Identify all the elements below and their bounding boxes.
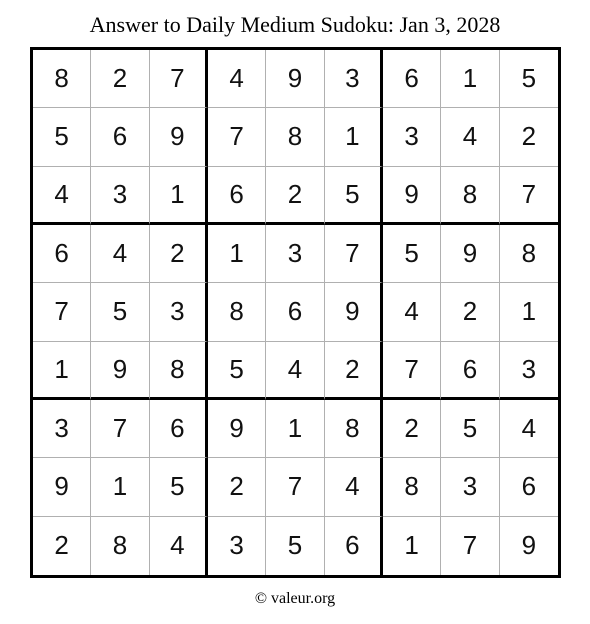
sudoku-board: [30, 47, 561, 578]
sudoku-cell-r1-c4: 4: [208, 50, 266, 108]
sudoku-cell-r8-c9: 6: [500, 458, 558, 516]
sudoku-cell-r1-c9: 5: [500, 50, 558, 108]
sudoku-cell-r9-c6: 6: [325, 517, 383, 575]
sudoku-cell-r5-c5: 6: [266, 283, 324, 341]
sudoku-cell-r9-c8: 7: [441, 517, 499, 575]
sudoku-cell-r1-c6: 3: [325, 50, 383, 108]
sudoku-cell-r4-c7: 5: [383, 225, 441, 283]
sudoku-cell-r5-c4: 8: [208, 283, 266, 341]
sudoku-cell-r6-c3: 8: [150, 342, 208, 400]
footer-credit: © valeur.org: [254, 590, 336, 607]
sudoku-cell-r2-c7: 3: [383, 108, 441, 166]
sudoku-cell-r3-c8: 8: [441, 167, 499, 225]
sudoku-cell-r2-c2: 6: [91, 108, 149, 166]
sudoku-cell-r1-c1: 8: [33, 50, 91, 108]
sudoku-cell-r7-c4: 9: [208, 400, 266, 458]
sudoku-cell-r3-c6: 5: [325, 167, 383, 225]
sudoku-cell-r8-c2: 1: [91, 458, 149, 516]
sudoku-cell-r4-c9: 8: [500, 225, 558, 283]
sudoku-cell-r8-c3: 5: [150, 458, 208, 516]
sudoku-cell-r4-c1: 6: [33, 225, 91, 283]
sudoku-cell-r4-c6: 7: [325, 225, 383, 283]
sudoku-cell-r6-c5: 4: [266, 342, 324, 400]
sudoku-cell-r6-c8: 6: [441, 342, 499, 400]
sudoku-cell-r8-c1: 9: [33, 458, 91, 516]
sudoku-cell-r1-c3: 7: [150, 50, 208, 108]
sudoku-cell-r4-c2: 4: [91, 225, 149, 283]
sudoku-cell-r5-c7: 4: [383, 283, 441, 341]
sudoku-cell-r5-c1: 7: [33, 283, 91, 341]
sudoku-cell-r7-c2: 7: [91, 400, 149, 458]
sudoku-cell-r8-c7: 8: [383, 458, 441, 516]
sudoku-cell-r7-c5: 1: [266, 400, 324, 458]
sudoku-cell-r3-c4: 6: [208, 167, 266, 225]
sudoku-cell-r4-c3: 2: [150, 225, 208, 283]
sudoku-cell-r2-c5: 8: [266, 108, 324, 166]
sudoku-cell-r7-c8: 5: [441, 400, 499, 458]
page-title: Answer to Daily Medium Sudoku: Jan 3, 2028: [89, 12, 501, 37]
sudoku-cell-r3-c3: 1: [150, 167, 208, 225]
sudoku-cell-r2-c1: 5: [33, 108, 91, 166]
sudoku-cell-r6-c1: 1: [33, 342, 91, 400]
sudoku-cell-r3-c7: 9: [383, 167, 441, 225]
sudoku-cell-r2-c9: 2: [500, 108, 558, 166]
sudoku-cell-r9-c5: 5: [266, 517, 324, 575]
sudoku-cell-r5-c9: 1: [500, 283, 558, 341]
sudoku-cell-r9-c4: 3: [208, 517, 266, 575]
sudoku-cell-r1-c2: 2: [91, 50, 149, 108]
sudoku-cell-r7-c1: 3: [33, 400, 91, 458]
sudoku-cell-r8-c8: 3: [441, 458, 499, 516]
sudoku-cell-r6-c4: 5: [208, 342, 266, 400]
sudoku-cell-r2-c8: 4: [441, 108, 499, 166]
sudoku-cell-r6-c7: 7: [383, 342, 441, 400]
sudoku-cell-r9-c3: 4: [150, 517, 208, 575]
sudoku-cell-r4-c8: 9: [441, 225, 499, 283]
sudoku-cell-r6-c9: 3: [500, 342, 558, 400]
sudoku-cell-r2-c3: 9: [150, 108, 208, 166]
sudoku-cell-r8-c5: 7: [266, 458, 324, 516]
sudoku-cell-r3-c1: 4: [33, 167, 91, 225]
sudoku-cell-r5-c6: 9: [325, 283, 383, 341]
sudoku-cell-r6-c6: 2: [325, 342, 383, 400]
sudoku-cell-r3-c9: 7: [500, 167, 558, 225]
sudoku-cell-r1-c8: 1: [441, 50, 499, 108]
sudoku-cell-r9-c2: 8: [91, 517, 149, 575]
sudoku-cell-r4-c4: 1: [208, 225, 266, 283]
sudoku-cell-r2-c4: 7: [208, 108, 266, 166]
sudoku-cell-r5-c8: 2: [441, 283, 499, 341]
sudoku-cell-r9-c9: 9: [521, 530, 537, 561]
sudoku-cell-r5-c2: 5: [91, 283, 149, 341]
sudoku-cell-r3-c2: 3: [91, 167, 149, 225]
sudoku-cell-r9-c7: 1: [383, 517, 441, 575]
sudoku-cell-r1-c7: 6: [383, 50, 441, 108]
sudoku-cell-r1-c5: 9: [266, 50, 324, 108]
sudoku-cell-r7-c6: 8: [325, 400, 383, 458]
sudoku-cell-r5-c3: 3: [150, 283, 208, 341]
sudoku-cell-r7-c3: 6: [150, 400, 208, 458]
sudoku-cell-r6-c2: 9: [91, 342, 149, 400]
sudoku-cell-r3-c5: 2: [266, 167, 324, 225]
sudoku-cell-r7-c9: 4: [500, 400, 558, 458]
sudoku-cell-r4-c5: 3: [266, 225, 324, 283]
sudoku-cell-r7-c7: 2: [383, 400, 441, 458]
sudoku-cell-r9-c1: 2: [33, 517, 91, 575]
sudoku-cell-r8-c6: 4: [325, 458, 383, 516]
sudoku-cell-r2-c6: 1: [325, 108, 383, 166]
sudoku-cell-r8-c4: 2: [208, 458, 266, 516]
